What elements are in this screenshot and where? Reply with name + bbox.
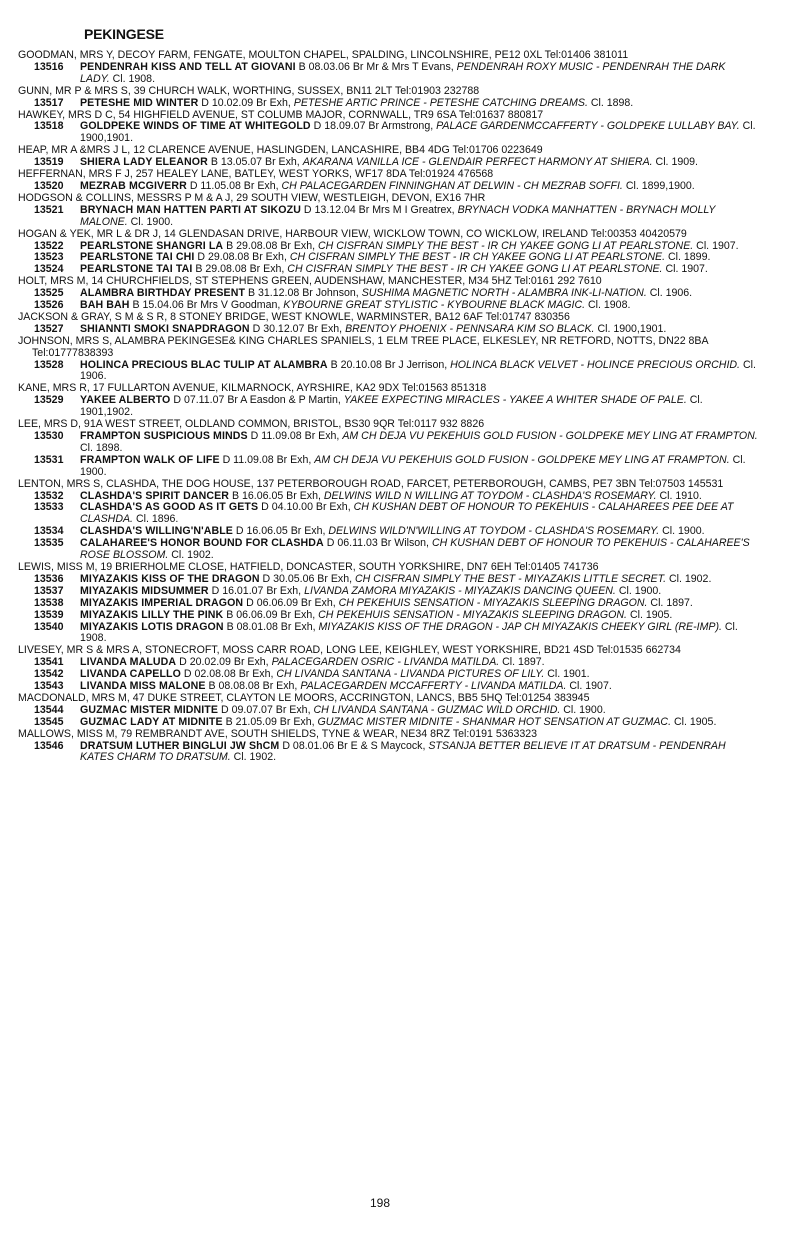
- sex-dob-breeder: D 29.08.08 Br Exh,: [197, 251, 287, 264]
- pedigree: CH CISFRAN SIMPLY THE BEST - IR CH YAKEE GONG LI AT PEARLSTONE.: [287, 263, 663, 276]
- sex-dob-breeder: D 09.07.07 Br Exh,: [221, 703, 311, 716]
- sex-dob-breeder: D 02.08.08 Br Exh,: [183, 668, 274, 681]
- sex-dob-breeder: D 30.05.06 Br Exh,: [262, 572, 353, 585]
- sex-dob-breeder: D 16.06.05 Br Exh,: [235, 525, 326, 538]
- dog-name: MIYAZAKIS LOTIS DRAGON: [80, 620, 224, 633]
- dog-entry: [18, 324, 758, 336]
- pedigree: SUSHIMA MAGNETIC NORTH - ALAMBRA INK-LI-NATION.: [361, 287, 647, 300]
- owner-entry: [18, 479, 758, 562]
- class-entries: Cl. 1897.: [502, 656, 545, 669]
- dog-entry: [18, 360, 758, 384]
- dog-entry: [18, 455, 758, 479]
- pedigree: BRYNACH VODKA MANHATTEN - BRYNACH MOLLY MALONE.: [80, 203, 716, 228]
- class-entries: Cl. 1896.: [135, 513, 179, 526]
- pedigree: AM CH DEJA VU PEKEHUIS GOLD FUSION - GOLDPEKE MEY LING AT FRAMPTON.: [314, 453, 730, 466]
- catalog-number: 13545: [34, 715, 64, 728]
- owner-details: HEFFERNAN, MRS F J, 257 HEALEY LANE, BATLEY, WEST YORKS, WF17 8DA Tel:01924 476568: [18, 168, 494, 181]
- class-entries: Cl. 1899.: [668, 251, 711, 264]
- class-entries: Cl. 1906.: [80, 358, 756, 383]
- pedigree: CH PEKEHUIS SENSATION - MIYAZAKIS SLEEPING DRAGON.: [318, 608, 627, 621]
- dog-name: PETESHE MID WINTER: [80, 96, 199, 109]
- catalog-number: 13532: [34, 489, 64, 502]
- sex-dob-breeder: B 15.04.06 Br Mrs V Goodman,: [132, 299, 281, 312]
- class-entries: Cl. 1902.: [668, 572, 712, 585]
- sex-dob-breeder: B 29.08.08 Br Exh,: [195, 263, 285, 276]
- dog-entry: [18, 502, 758, 526]
- class-entries: Cl. 1901.: [547, 668, 590, 681]
- pedigree: AKARANA VANILLA ICE - GLENDAIR PERFECT HARMONY AT SHIERA.: [302, 156, 653, 169]
- dog-entry: [18, 121, 758, 145]
- pedigree: CH CISFRAN SIMPLY THE BEST - IR CH YAKEE GONG LI AT PEARLSTONE.: [318, 239, 694, 252]
- pedigree: LIVANDA ZAMORA MIYAZAKIS - MIYAZAKIS DANCING QUEEN.: [304, 584, 616, 597]
- dog-name: ALAMBRA BIRTHDAY PRESENT: [80, 287, 246, 300]
- owner-details: GOODMAN, MRS Y, DECOY FARM, FENGATE, MOULTON CHAPEL, SPALDING, LINCOLNSHIRE, PE12 0XL Tel:01406 381011: [18, 49, 629, 61]
- dog-name: FRAMPTON WALK OF LIFE: [80, 453, 220, 466]
- dog-name: PEARLSTONE TAI TAI: [80, 263, 193, 276]
- dog-entry: [18, 741, 758, 765]
- dog-entry: [18, 98, 758, 110]
- owner-entry: [18, 419, 758, 479]
- dog-entry: [18, 62, 758, 86]
- dog-entry: [18, 717, 758, 729]
- catalog-number: 13542: [34, 668, 64, 681]
- pedigree: PETESHE ARTIC PRINCE - PETESHE CATCHING DREAMS.: [293, 96, 588, 109]
- owner-details: MALLOWS, MISS M, 79 REMBRANDT AVE, SOUTH SHIELDS, TYNE & WEAR, NE34 8RZ Tel:0191 5363323: [18, 727, 538, 740]
- owner-entry: [18, 193, 758, 229]
- catalog-number: 13521: [34, 203, 64, 216]
- class-entries: Cl. 1905.: [629, 608, 673, 621]
- catalog-number: 13537: [34, 584, 64, 597]
- page-number: 198: [370, 1196, 391, 1210]
- sex-dob-breeder: D 11.05.08 Br Exh,: [189, 179, 279, 192]
- dog-name: PEARLSTONE TAI CHI: [80, 251, 195, 264]
- dog-name: FRAMPTON SUSPICIOUS MINDS: [80, 430, 248, 442]
- catalog-number: 13540: [34, 620, 64, 633]
- catalog-number: 13536: [34, 572, 64, 585]
- pedigree: DELWINS WILD N WILLING AT TOYDOM - CLASHDA'S ROSEMARY.: [323, 489, 657, 502]
- class-entries: Cl. 1898.: [590, 96, 634, 109]
- class-entries: Cl. 1908.: [588, 299, 631, 312]
- pedigree: HOLINCA BLACK VELVET - HOLINCE PRECIOUS ORCHID.: [450, 358, 740, 371]
- catalog-number: 13539: [34, 608, 64, 621]
- dog-name: BAH BAH: [80, 299, 130, 312]
- class-entries: Cl. 1907.: [665, 263, 708, 276]
- class-entries: Cl. 1898.: [80, 441, 123, 454]
- sex-dob-breeder: D 11.09.08 Br Exh,: [250, 430, 340, 442]
- dog-name: HOLINCA PRECIOUS BLAC TULIP AT ALAMBRA: [80, 358, 328, 371]
- owner-details: LENTON, MRS S, CLASHDA, THE DOG HOUSE, 137 PETERBOROUGH ROAD, FARCET, PETERBOROUGH, CAMBS, PE7 3BN Tel:07503 145531: [18, 477, 724, 490]
- class-entries: Cl. 1910.: [659, 489, 702, 502]
- owner-entry: [18, 169, 758, 193]
- class-entries: Cl. 1900.: [80, 453, 746, 478]
- catalog-number: 13518: [34, 120, 64, 133]
- dog-name: PENDENRAH KISS AND TELL AT GIOVANI: [80, 60, 296, 73]
- pedigree: CH CISFRAN SIMPLY THE BEST - IR CH YAKEE GONG LI AT PEARLSTONE.: [289, 251, 666, 264]
- sex-dob-breeder: D 06.11.03 Br Wilson,: [326, 537, 430, 550]
- owner-entry: [18, 276, 758, 312]
- dog-name: DRATSUM LUTHER BINGLUI JW ShCM: [80, 739, 280, 752]
- owner-details: HEAP, MR A &MRS J L, 12 CLARENCE AVENUE, HASLINGDEN, LANCASHIRE, BB4 4DG Tel:01706 0223649: [18, 144, 543, 157]
- dog-name: MIYAZAKIS KISS OF THE DRAGON: [80, 572, 260, 585]
- owner-entry: [18, 729, 758, 765]
- class-entries: Cl. 1907.: [569, 680, 612, 693]
- dog-name: YAKEE ALBERTO: [80, 394, 171, 407]
- owner-entry: [18, 645, 758, 693]
- sex-dob-breeder: B 20.10.08 Br J Jerrison,: [330, 358, 448, 371]
- sex-dob-breeder: D 07.11.07 Br A Easdon & P Martin,: [173, 394, 341, 407]
- catalog-number: 13541: [34, 656, 64, 669]
- dog-name: SHIERA LADY ELEANOR: [80, 156, 208, 169]
- entries-list: [18, 50, 758, 764]
- sex-dob-breeder: D 13.12.04 Br Mrs M I Greatrex,: [303, 203, 455, 216]
- catalog-number: 13544: [34, 703, 64, 716]
- sex-dob-breeder: B 13.05.07 Br Exh,: [210, 156, 300, 169]
- class-entries: Cl. 1897.: [650, 596, 693, 609]
- class-entries: Cl. 1902.: [233, 751, 277, 764]
- dog-name: BRYNACH MAN HATTEN PARTI AT SIKOZU: [80, 203, 301, 216]
- dog-entry: [18, 205, 758, 229]
- catalog-number: 13527: [34, 322, 64, 335]
- catalog-number: 13517: [34, 96, 64, 109]
- dog-name: LIVANDA MALUDA: [80, 656, 177, 669]
- dog-name: MEZRAB MCGIVERR: [80, 179, 187, 192]
- owner-entry: [18, 562, 758, 645]
- owner-entry: [18, 110, 758, 146]
- class-entries: Cl. 1905.: [673, 715, 717, 728]
- class-entries: Cl. 1900,1901.: [597, 322, 667, 335]
- sex-dob-breeder: D 11.09.08 Br Exh,: [222, 453, 312, 466]
- class-entries: Cl. 1901,1902.: [80, 394, 703, 419]
- pedigree: DELWINS WILD'N'WILLING AT TOYDOM - CLASHDA'S ROSEMARY.: [328, 525, 660, 538]
- catalog-number: 13524: [34, 263, 64, 276]
- pedigree: PALACEGARDEN OSRIC - LIVANDA MATILDA.: [271, 656, 500, 669]
- dog-name: CLASHDA'S AS GOOD AS IT GETS: [80, 501, 259, 514]
- sex-dob-breeder: D 18.09.07 Br Armstrong,: [313, 120, 434, 133]
- catalog-number: 13543: [34, 680, 64, 693]
- dog-name: MIYAZAKIS LILLY THE PINK: [80, 608, 224, 621]
- pedigree: MIYAZAKIS KISS OF THE DRAGON - JAP CH MIYAZAKIS CHEEKY GIRL (RE-IMP).: [318, 620, 722, 633]
- catalog-number: 13530: [34, 430, 64, 442]
- pedigree: YAKEE EXPECTING MIRACLES - YAKEE A WHITER SHADE OF PALE.: [343, 394, 687, 407]
- owner-entry: [18, 336, 758, 384]
- pedigree: CH LIVANDA SANTANA - GUZMAC WILD ORCHID.: [313, 703, 561, 716]
- catalog-number: 13533: [34, 501, 64, 514]
- sex-dob-breeder: B 08.01.08 Br Exh,: [226, 620, 316, 633]
- dog-name: CLASHDA'S WILLING'N'ABLE: [80, 525, 233, 538]
- sex-dob-breeder: B 06.06.09 Br Exh,: [226, 608, 316, 621]
- class-entries: Cl. 1907.: [696, 239, 739, 252]
- class-entries: Cl. 1908.: [112, 72, 156, 85]
- sex-dob-breeder: D 20.02.09 Br Exh,: [179, 656, 269, 669]
- owner-details: KANE, MRS R, 17 FULLARTON AVENUE, KILMARNOCK, AYRSHIRE, KA2 9DX Tel:01563 851318: [18, 382, 487, 395]
- pedigree: PALACEGARDEN MCCAFFERTY - LIVANDA MATILDA.: [300, 680, 567, 693]
- dog-name: GUZMAC LADY AT MIDNITE: [80, 715, 223, 728]
- catalog-number: 13529: [34, 394, 64, 407]
- catalog-number: 13531: [34, 453, 64, 466]
- catalog-number: 13520: [34, 179, 64, 192]
- owner-details: LEE, MRS D, 91A WEST STREET, OLDLAND COMMON, BRISTOL, BS30 9QR Tel:0117 932 8826: [18, 418, 485, 431]
- owner-entry: [18, 229, 758, 277]
- owner-details: JOHNSON, MRS S, ALAMBRA PEKINGESE& KING CHARLES SPANIELS, 1 ELM TREE PLACE, ELKESLEY, NR RETFORD, NOTTS, DN22 8BA Tel:01777838393: [18, 334, 708, 359]
- catalog-number: 13516: [34, 60, 64, 73]
- catalog-number: 13538: [34, 596, 64, 609]
- owner-entry: [18, 693, 758, 729]
- pedigree: CH KUSHAN DEBT OF HONOUR TO PEKEHUIS - CALAHAREES PEE DEE AT CLASHDA.: [80, 501, 734, 526]
- pedigree: CH KUSHAN DEBT OF HONOUR TO PEKEHUIS - CALAHAREE'S ROSE BLOSSOM.: [80, 537, 750, 562]
- breed-heading: PEKINGESE: [84, 26, 164, 42]
- owner-details: LEWIS, MISS M, 19 BRIERHOLME CLOSE, HATFIELD, DONCASTER, SOUTH YORKSHIRE, DN7 6EH Tel:01405 741736: [18, 560, 599, 573]
- class-entries: Cl. 1906.: [649, 287, 693, 300]
- catalog-number: 13546: [34, 739, 64, 752]
- sex-dob-breeder: D 06.06.09 Br Exh,: [246, 596, 336, 609]
- pedigree: PALACE GARDENMCCAFFERTY - GOLDPEKE LULLABY BAY.: [436, 120, 740, 133]
- sex-dob-breeder: D 30.12.07 Br Exh,: [252, 322, 343, 335]
- pedigree: CH CISFRAN SIMPLY THE BEST - MIYAZAKIS LITTLE SECRET.: [355, 572, 667, 585]
- catalog-number: 13534: [34, 525, 64, 538]
- owner-details: GUNN, MR P & MRS S, 39 CHURCH WALK, WORTHING, SUSSEX, BN11 2LT Tel:01903 232788: [18, 84, 480, 97]
- class-entries: Cl. 1900.: [662, 525, 705, 538]
- dog-name: GOLDPEKE WINDS OF TIME AT WHITEGOLD: [80, 120, 311, 133]
- sex-dob-breeder: B 08.03.06 Br Mr & Mrs T Evans,: [298, 60, 454, 73]
- owner-details: HOGAN & YEK, MR L & DR J, 14 GLENDASAN DRIVE, HARBOUR VIEW, WICKLOW TOWN, CO WICKLOW, IRELAND Tel:00353 40420579: [18, 227, 687, 240]
- sex-dob-breeder: D 04.10.00 Br Exh,: [261, 501, 351, 514]
- dog-entry: [18, 538, 758, 562]
- dog-name: SHIANNTI SMOKI SNAPDRAGON: [80, 322, 250, 335]
- class-entries: Cl. 1900.: [618, 584, 662, 597]
- owner-details: HOLT, MRS M, 14 CHURCHFIELDS, ST STEPHENS GREEN, AUDENSHAW, MANCHESTER, M34 5HZ Tel:0161 292 7610: [18, 275, 602, 288]
- pedigree: STSANJA BETTER BELIEVE IT AT DRATSUM - PENDENRAH KATES CHARM TO DRATSUM.: [80, 739, 726, 764]
- dog-entry: [18, 431, 758, 455]
- owner-details: HODGSON & COLLINS, MESSRS P M & A J, 29 SOUTH VIEW, WESTLEIGH, DEVON, EX16 7HR: [18, 191, 486, 204]
- dog-name: MIYAZAKIS IMPERIAL DRAGON: [80, 596, 244, 609]
- class-entries: Cl. 1909.: [655, 156, 698, 169]
- dog-name: LIVANDA CAPELLO: [80, 668, 181, 681]
- dog-name: CLASHDA'S SPIRIT DANCER: [80, 489, 230, 502]
- dog-entry: [18, 622, 758, 646]
- sex-dob-breeder: D 08.01.06 Br E & S Maycock,: [282, 739, 426, 752]
- owner-entry: [18, 383, 758, 419]
- sex-dob-breeder: B 08.08.08 Br Exh,: [208, 680, 298, 693]
- sex-dob-breeder: D 16.01.07 Br Exh,: [211, 584, 302, 597]
- sex-dob-breeder: B 29.08.08 Br Exh,: [226, 239, 316, 252]
- owner-details: MACDONALD, MRS M, 47 DUKE STREET, CLAYTON LE MOORS, ACCRINGTON, LANCS, BB5 5HQ Tel:01254 383945: [18, 691, 590, 704]
- owner-entry: [18, 312, 758, 336]
- owner-entry: [18, 145, 758, 169]
- class-entries: Cl. 1900,1901.: [80, 120, 756, 145]
- sex-dob-breeder: B 16.06.05 Br Exh,: [231, 489, 321, 502]
- owner-details: HAWKEY, MRS D C, 54 HIGHFIELD AVENUE, ST COLUMB MAJOR, CORNWALL, TR9 6SA Tel:01637 880817: [18, 108, 544, 121]
- owner-entry: [18, 86, 758, 110]
- class-entries: Cl. 1900.: [130, 215, 174, 228]
- pedigree: KYBOURNE GREAT STYLISTIC - KYBOURNE BLACK MAGIC.: [283, 299, 586, 312]
- sex-dob-breeder: B 31.12.08 Br Johnson,: [248, 287, 359, 300]
- pedigree: PENDENRAH ROXY MUSIC - PENDENRAH THE DARK LADY.: [80, 60, 726, 85]
- catalog-number: 13526: [34, 299, 64, 312]
- class-entries: Cl. 1899,1900.: [625, 179, 695, 192]
- catalog-number: 13535: [34, 537, 64, 550]
- pedigree: CH LIVANDA SANTANA - LIVANDA PICTURES OF LILY.: [276, 668, 545, 681]
- class-entries: Cl. 1902.: [171, 549, 214, 562]
- owner-entry: [18, 50, 758, 86]
- catalog-number: 13522: [34, 239, 64, 252]
- pedigree: AM CH DEJA VU PEKEHUIS GOLD FUSION - GOLDPEKE MEY LING AT FRAMPTON.: [342, 430, 758, 442]
- sex-dob-breeder: B 21.05.09 Br Exh,: [225, 715, 315, 728]
- class-entries: Cl. 1908.: [80, 620, 738, 645]
- dog-name: CALAHAREE'S HONOR BOUND FOR CLASHDA: [80, 537, 324, 550]
- dog-name: GUZMAC MISTER MIDNITE: [80, 703, 219, 716]
- pedigree: BRENTOY PHOENIX - PENNSARA KIM SO BLACK.: [345, 322, 595, 335]
- dog-entry: [18, 395, 758, 419]
- catalog-number: 13523: [34, 251, 64, 264]
- owner-details: LIVESEY, MR S & MRS A, STONECROFT, MOSS CARR ROAD, LONG LEE, KEIGHLEY, WEST YORKSHIRE, BD21 4SD Tel:01535 662734: [18, 644, 681, 657]
- catalog-number: 13528: [34, 358, 64, 371]
- pedigree: CH PALACEGARDEN FINNINGHAN AT DELWIN - CH MEZRAB SOFFI.: [281, 179, 623, 192]
- dog-name: MIYAZAKIS MIDSUMMER: [80, 584, 209, 597]
- sex-dob-breeder: D 10.02.09 Br Exh,: [201, 96, 291, 109]
- owner-details: JACKSON & GRAY, S M & S R, 8 STONEY BRIDGE, WEST KNOWLE, WARMINSTER, BA12 6AF Tel:01747 830356: [18, 310, 570, 323]
- dog-name: LIVANDA MISS MALONE: [80, 680, 206, 693]
- catalog-number: 13525: [34, 287, 64, 300]
- pedigree: GUZMAC MISTER MIDNITE - SHANMAR HOT SENSATION AT GUZMAC.: [317, 715, 672, 728]
- class-entries: Cl. 1900.: [563, 703, 606, 716]
- pedigree: CH PEKEHUIS SENSATION - MIYAZAKIS SLEEPING DRAGON.: [338, 596, 648, 609]
- catalog-number: 13519: [34, 156, 64, 169]
- dog-name: PEARLSTONE SHANGRI LA: [80, 239, 224, 252]
